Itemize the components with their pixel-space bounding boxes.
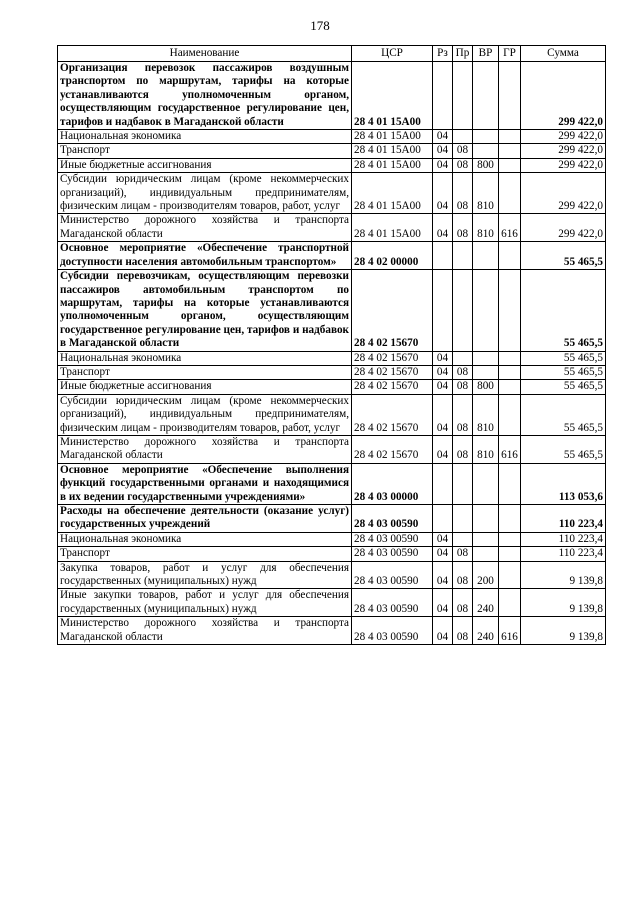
cell-vr: 810 [473, 173, 499, 214]
header-name: Наименование [58, 46, 352, 62]
cell-gr [499, 144, 521, 158]
cell-csr: 28 4 01 15А00 [352, 214, 433, 242]
cell-gr [499, 547, 521, 561]
table-row [58, 144, 606, 158]
cell-name: Национальная экономика [58, 130, 352, 144]
cell-gr [499, 270, 521, 351]
cell-csr: 28 4 03 00590 [352, 617, 433, 645]
cell-rz: 04 [433, 158, 453, 172]
cell-csr: 28 4 03 00590 [352, 532, 433, 546]
cell-rz: 04 [433, 365, 453, 379]
cell-sum: 299 422,0 [521, 173, 606, 214]
cell-name: Основное мероприятие «Обеспечение транспортной доступности населения автомобильным транспортом» [58, 242, 352, 270]
cell-gr: 616 [499, 617, 521, 645]
cell-sum: 9 139,8 [521, 617, 606, 645]
table-body [58, 62, 606, 645]
cell-sum: 110 223,4 [521, 547, 606, 561]
header-sum: Сумма [521, 46, 606, 62]
cell-rz: 04 [433, 435, 453, 463]
cell-sum: 55 465,5 [521, 242, 606, 270]
cell-sum: 9 139,8 [521, 589, 606, 617]
cell-rz [433, 242, 453, 270]
cell-pr [453, 130, 473, 144]
cell-sum: 55 465,5 [521, 435, 606, 463]
cell-name: Иные закупки товаров, работ и услуг для обеспечения государственных (муниципальных) нужд [58, 589, 352, 617]
table-row [58, 394, 606, 435]
cell-vr [473, 62, 499, 130]
cell-sum: 55 465,5 [521, 380, 606, 394]
cell-vr: 240 [473, 589, 499, 617]
cell-name: Транспорт [58, 365, 352, 379]
table-row [58, 173, 606, 214]
cell-csr: 28 4 01 15А00 [352, 130, 433, 144]
cell-name: Иные бюджетные ассигнования [58, 380, 352, 394]
cell-pr: 08 [453, 365, 473, 379]
cell-gr: 616 [499, 435, 521, 463]
cell-name: Министерство дорожного хозяйства и транспорта Магаданской области [58, 435, 352, 463]
cell-csr: 28 4 03 00000 [352, 463, 433, 504]
cell-gr [499, 589, 521, 617]
table-row [58, 547, 606, 561]
cell-gr [499, 62, 521, 130]
cell-rz [433, 270, 453, 351]
cell-rz: 04 [433, 351, 453, 365]
table-header-row [58, 46, 606, 62]
cell-name: Субсидии перевозчикам, осуществляющим перевозки пассажиров автомобильным транспортом по маршрутам, тарифы на которые устанавливаются уполномоченным органом, осуществляющим государственное регулирование цен, тарифов и надбавок в Магаданской области [58, 270, 352, 351]
cell-csr: 28 4 02 15670 [352, 394, 433, 435]
table-row [58, 351, 606, 365]
header-pr: Пр [453, 46, 473, 62]
cell-vr: 200 [473, 561, 499, 589]
cell-pr: 08 [453, 561, 473, 589]
cell-rz: 04 [433, 561, 453, 589]
cell-pr: 08 [453, 158, 473, 172]
cell-rz: 04 [433, 214, 453, 242]
cell-gr [499, 158, 521, 172]
table-row [58, 130, 606, 144]
cell-vr [473, 532, 499, 546]
cell-gr [499, 351, 521, 365]
cell-rz: 04 [433, 380, 453, 394]
cell-sum: 55 465,5 [521, 270, 606, 351]
cell-gr [499, 380, 521, 394]
cell-vr [473, 365, 499, 379]
table-row [58, 242, 606, 270]
cell-pr: 08 [453, 214, 473, 242]
header-rz: Рз [433, 46, 453, 62]
cell-pr: 08 [453, 547, 473, 561]
header-csr: ЦСР [352, 46, 433, 62]
header-vr: ВР [473, 46, 499, 62]
cell-csr: 28 4 03 00590 [352, 561, 433, 589]
cell-pr: 08 [453, 617, 473, 645]
table-row [58, 532, 606, 546]
cell-pr: 08 [453, 435, 473, 463]
cell-csr: 28 4 02 15670 [352, 351, 433, 365]
cell-gr [499, 365, 521, 379]
cell-vr [473, 130, 499, 144]
cell-sum: 299 422,0 [521, 158, 606, 172]
cell-csr: 28 4 02 15670 [352, 435, 433, 463]
header-gr: ГР [499, 46, 521, 62]
cell-gr: 616 [499, 214, 521, 242]
cell-gr [499, 532, 521, 546]
table-row [58, 435, 606, 463]
cell-rz [433, 463, 453, 504]
budget-table [57, 45, 606, 645]
cell-vr: 800 [473, 380, 499, 394]
cell-pr: 08 [453, 394, 473, 435]
cell-rz: 04 [433, 173, 453, 214]
cell-sum: 299 422,0 [521, 62, 606, 130]
cell-name: Транспорт [58, 547, 352, 561]
cell-name: Закупка товаров, работ и услуг для обеспечения государственных (муниципальных) нужд [58, 561, 352, 589]
cell-name: Субсидии юридическим лицам (кроме некоммерческих организаций), индивидуальным предпринимателям, физическим лицам - производителям товаров, работ, услуг [58, 173, 352, 214]
cell-vr: 810 [473, 435, 499, 463]
cell-pr [453, 532, 473, 546]
cell-sum: 299 422,0 [521, 130, 606, 144]
cell-csr: 28 4 02 15670 [352, 380, 433, 394]
table-row [58, 214, 606, 242]
cell-sum: 110 223,4 [521, 532, 606, 546]
cell-name: Расходы на обеспечение деятельности (оказание услуг) государственных учреждений [58, 505, 352, 533]
cell-csr: 28 4 03 00590 [352, 547, 433, 561]
cell-gr [499, 173, 521, 214]
cell-vr [473, 270, 499, 351]
cell-vr [473, 351, 499, 365]
cell-vr: 810 [473, 394, 499, 435]
table-row [58, 380, 606, 394]
cell-csr: 28 4 03 00590 [352, 505, 433, 533]
cell-sum: 9 139,8 [521, 561, 606, 589]
table-row [58, 589, 606, 617]
table-row [58, 365, 606, 379]
cell-pr [453, 505, 473, 533]
cell-sum: 110 223,4 [521, 505, 606, 533]
cell-name: Министерство дорожного хозяйства и транспорта Магаданской области [58, 214, 352, 242]
page-number: 178 [310, 18, 330, 33]
cell-gr [499, 505, 521, 533]
cell-vr [473, 463, 499, 504]
cell-pr: 08 [453, 589, 473, 617]
cell-csr: 28 4 01 15А00 [352, 144, 433, 158]
cell-sum: 299 422,0 [521, 214, 606, 242]
cell-name: Министерство дорожного хозяйства и транспорта Магаданской области [58, 617, 352, 645]
cell-rz [433, 505, 453, 533]
cell-name: Национальная экономика [58, 532, 352, 546]
table-row [58, 617, 606, 645]
cell-csr: 28 4 02 15670 [352, 365, 433, 379]
cell-csr: 28 4 01 15А00 [352, 62, 433, 130]
cell-rz: 04 [433, 532, 453, 546]
table-row [58, 561, 606, 589]
cell-rz: 04 [433, 130, 453, 144]
cell-rz: 04 [433, 617, 453, 645]
cell-vr: 810 [473, 214, 499, 242]
cell-pr [453, 242, 473, 270]
table-row [58, 505, 606, 533]
cell-pr: 08 [453, 380, 473, 394]
cell-gr [499, 394, 521, 435]
cell-pr [453, 351, 473, 365]
cell-gr [499, 242, 521, 270]
table-row [58, 463, 606, 504]
cell-name: Национальная экономика [58, 351, 352, 365]
cell-name: Иные бюджетные ассигнования [58, 158, 352, 172]
cell-gr [499, 463, 521, 504]
cell-name: Субсидии юридическим лицам (кроме некоммерческих организаций), индивидуальным предпринимателям, физическим лицам - производителям товаров, работ, услуг [58, 394, 352, 435]
cell-vr: 240 [473, 617, 499, 645]
cell-rz: 04 [433, 394, 453, 435]
cell-rz: 04 [433, 589, 453, 617]
cell-name: Организация перевозок пассажиров воздушным транспортом по маршрутам, тарифы на которые устанавливаются уполномоченным органом, осуществляющим государственное регулирование цен, тарифов и надбавок в Магаданской области [58, 62, 352, 130]
table-row [58, 158, 606, 172]
cell-pr [453, 270, 473, 351]
cell-pr: 08 [453, 144, 473, 158]
cell-pr [453, 62, 473, 130]
table-row [58, 270, 606, 351]
cell-sum: 55 465,5 [521, 394, 606, 435]
cell-csr: 28 4 01 15А00 [352, 173, 433, 214]
cell-csr: 28 4 02 00000 [352, 242, 433, 270]
cell-gr [499, 561, 521, 589]
cell-csr: 28 4 03 00590 [352, 589, 433, 617]
cell-vr [473, 547, 499, 561]
cell-rz [433, 62, 453, 130]
cell-name: Основное мероприятие «Обеспечение выполнения функций государственными органами и находящимися в их ведении государственными учреждениями» [58, 463, 352, 504]
cell-vr: 800 [473, 158, 499, 172]
cell-vr [473, 505, 499, 533]
cell-rz: 04 [433, 144, 453, 158]
cell-csr: 28 4 02 15670 [352, 270, 433, 351]
cell-sum: 55 465,5 [521, 351, 606, 365]
cell-sum: 299 422,0 [521, 144, 606, 158]
cell-sum: 55 465,5 [521, 365, 606, 379]
cell-sum: 113 053,6 [521, 463, 606, 504]
cell-gr [499, 130, 521, 144]
cell-pr: 08 [453, 173, 473, 214]
cell-pr [453, 463, 473, 504]
cell-csr: 28 4 01 15А00 [352, 158, 433, 172]
cell-rz: 04 [433, 547, 453, 561]
cell-vr [473, 242, 499, 270]
cell-name: Транспорт [58, 144, 352, 158]
table-row [58, 62, 606, 130]
cell-vr [473, 144, 499, 158]
